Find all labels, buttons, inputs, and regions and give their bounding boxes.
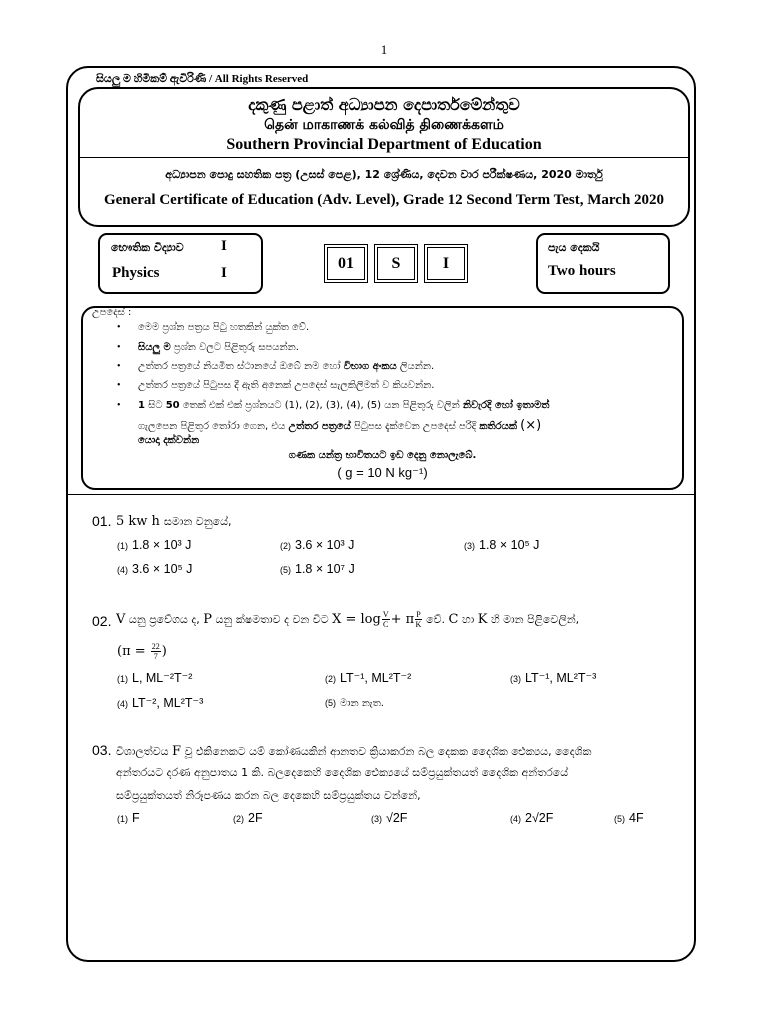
bullet: • (117, 400, 121, 411)
answer-option: (3) 1.8 × 10⁵ J (464, 538, 540, 552)
calculator-note: ගණක යන්ත්‍ර භාවිතයට ඉඩ දෙනු නොලැබේ. (288, 450, 477, 461)
answer-option: (2) 3.6 × 10³ J (280, 538, 355, 552)
department-name-tamil: தென் மாகாணக் கல்வித் திணைக்களம் (264, 117, 504, 133)
question-number: 02. (92, 613, 112, 629)
question-number: 01. (92, 513, 112, 529)
question-number: 03. (92, 742, 112, 758)
answer-option: (1) 1.8 × 10³ J (117, 538, 192, 552)
answer-option: (4) LT⁻², ML²T⁻³ (117, 696, 204, 710)
answer-option: (1) L, ML⁻²T⁻² (117, 671, 193, 685)
duration-english: Two hours (548, 263, 616, 279)
question-text: V යනු ප්‍රවේගය ද, P යනු ක්ෂමතාව ද වන විට X = log $\frac{V}{C}$ + π $\frac{P}{K}$ වේ. C හා K හි මාන පිළිවෙලින්, (116, 609, 580, 629)
question-text-continued: අන්තරයට දරණ අනුපාතය 1 කි. බලදෙකෙහි දෛශික ඓක්‍යයේ සම්ප්‍රයුක්තයත් දෛශික අන්තරයේ (116, 766, 569, 779)
subject-part-english: I (221, 265, 227, 281)
subject-sinhala: භෞතික විද්‍යාව (111, 241, 184, 254)
instructions-title: උපදෙස් : (92, 307, 132, 318)
section-divider (67, 494, 695, 495)
question-text: 5 kw h සමාන වනුයේ, (116, 514, 232, 529)
bullet: • (117, 342, 121, 353)
rights-notice: සියලු ම හිමිකම් ඇවිරිණි / All Rights Reserved (96, 73, 309, 85)
instruction-item: සියලු ම ප්‍රශ්න වලට පිළිතුරු සපයන්න. (138, 342, 299, 353)
duration-sinhala: පැය දෙකයි (548, 241, 600, 254)
answer-option: (1) F (117, 811, 140, 825)
answer-option: (5) මාන නැත. (325, 698, 384, 709)
instruction-item: 1 සිට 50 තෙක් එක් එක් ප්‍රශ්නයට (1), (2), (3), (4), (5) යන පිළිතුරු වලින් නිවැරදි හෝ ඉතාමත් (138, 400, 550, 411)
subject-english: Physics (112, 265, 160, 281)
answer-option: (4) 3.6 × 10⁵ J (117, 562, 193, 576)
answer-option: (3) LT⁻¹, ML²T⁻³ (510, 671, 597, 685)
instructions-box (81, 306, 684, 490)
answer-option: (4) 2√2F (510, 811, 554, 825)
header-divider (79, 157, 689, 158)
subject-part-sinhala: I (221, 238, 227, 254)
bullet: • (117, 380, 121, 391)
instruction-item: උත්තර පත්‍රයේ නියමිත ස්ථානයේ ඔබේ නම හෝ විභාග අංකය ලියන්න. (138, 361, 435, 372)
department-name-english: Southern Provincial Department of Education (226, 136, 542, 153)
paper-code-box: 01 (327, 247, 365, 280)
answer-option: (5) 4F (614, 811, 644, 825)
answer-option: (5) 1.8 × 10⁷ J (280, 562, 355, 576)
bullet: • (117, 361, 121, 372)
bullet: • (117, 322, 121, 333)
instruction-item-continued: යොදා දක්වන්න (138, 435, 200, 446)
instruction-item-continued: ගැලපෙන පිළිතුර තෝරා ගෙන, එය උත්තර පත්‍රයේ පිටුපස දැක්වෙන උපදෙස් පරිදි කතිරයක් (×) (138, 418, 542, 433)
paper-code-box: I (427, 247, 465, 280)
exam-title-english: General Certificate of Education (Adv. Level), Grade 12 Second Term Test, March 2020 (103, 192, 665, 208)
question-text-continued: සම්ප්‍රයුක්තයත් නිරූපණය කරන බල දෙකෙහි සම්ප්‍රයුක්තය වන්නේ, (116, 789, 421, 802)
answer-option: (2) 2F (233, 811, 263, 825)
answer-option: (2) LT⁻¹, ML²T⁻² (325, 671, 412, 685)
exam-title-sinhala: අධ්‍යාපන පොදු සහතික පත්‍ර (උසස් පෙළ), 12 ශ්‍රේණිය, දෙවන වාර පරීක්ෂණය, 2020 මාර්තු (165, 168, 603, 181)
gravity-note: ( g = 10 N kg⁻¹) (337, 465, 428, 480)
page-number: 1 (380, 42, 388, 57)
paper-code-box: S (377, 247, 415, 280)
department-name-sinhala: දකුණු පළාත් අධ්‍යාපන දෙපාර්තමේන්තුව (248, 95, 520, 114)
instruction-item: උත්තර පත්‍රයේ පිටුපස දී ඇති අනෙක් උපදෙස් සැලකිලිමත් ව කියවන්න. (138, 380, 435, 391)
answer-option: (3) √2F (371, 811, 408, 825)
pi-approximation: (π = $\frac{22}{7}$ ) (117, 641, 167, 661)
question-text: විශාලත්වය F වූ එකිනෙකට යම් කෝණයකින් ආනතව ක්‍රියාකරන බල දෙකක දෛශික ඓක්‍යය, දෛශික (116, 744, 592, 759)
instruction-item: මෙම ප්‍රශ්න පත්‍රය පිටු හතකින් යුක්ත වේ. (138, 322, 310, 333)
